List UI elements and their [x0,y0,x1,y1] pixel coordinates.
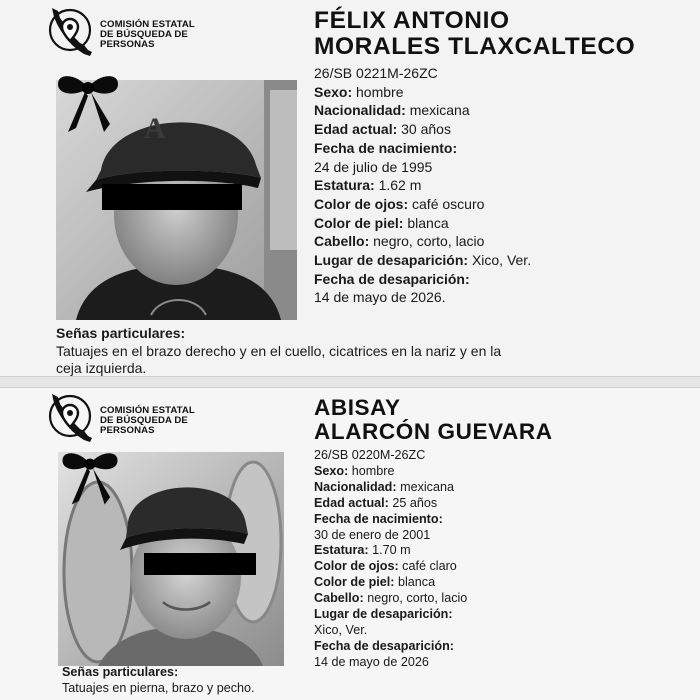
eye-color-value: café oscuro [412,195,485,212]
sex-label: Sexo: [314,83,353,100]
agency-logo [46,392,195,450]
agency-logo [46,6,195,64]
hair-value: negro, corto, lacio [367,591,468,606]
disappearance-place-label-text: Lugar de desaparición: [314,607,453,622]
nationality-label: Nacionalidad: [314,102,406,119]
svg-text:A: A [144,112,166,145]
height-row [314,176,531,195]
distinguishing-marks [62,664,255,696]
age-row [314,496,467,512]
distinguishing-marks-label: Señas particulares: [62,665,179,679]
disappearance-place-row [314,251,531,270]
birth-date-label-text: Fecha de nacimiento: [314,511,443,526]
sex-value: hombre [351,463,395,478]
nationality-row [314,101,531,120]
eye-color-label: Color de ojos: [314,559,399,574]
missing-person-card-2 [0,388,700,700]
nationality-value: mexicana [400,479,454,494]
skin-color-label: Color de piel: [314,575,395,590]
mourning-ribbon-icon [52,66,124,138]
disappearance-date-label-text: Fecha de desaparición: [314,638,454,653]
agency-name-line-3: PERSONAS [100,425,155,436]
agency-name-line-1: COMISIÓN ESTATAL [100,19,195,30]
sex-value: hombre [356,83,404,100]
eye-color-row [314,195,531,214]
distinguishing-marks-line-1: Tatuajes en el brazo derecho y en el cuello, cicatrices en la nariz y en la [56,342,502,359]
eye-color-label: Color de ojos: [314,195,409,212]
skin-color-label: Color de piel: [314,214,404,231]
height-label: Estatura: [314,543,369,558]
skin-color-value: blanca [397,575,436,590]
age-value: 30 años [401,121,451,138]
distinguishing-marks-line-1: Tatuajes en pierna, brazo y pecho. [62,681,255,695]
agency-name-line-2: DE BÚSQUEDA DE [100,415,188,426]
birth-date-label [314,139,531,158]
disappearance-date-label [314,270,531,289]
person-details [314,448,467,671]
mourning-ribbon-icon [56,444,124,510]
privacy-eye-bar [102,184,242,210]
disappearance-place-label: Lugar de desaparición: [314,252,469,269]
hair-label: Cabello: [314,591,364,606]
eye-color-row [314,559,467,575]
height-value: 1.70 m [372,543,411,558]
disappearance-place-label [314,607,467,623]
nationality-value: mexicana [409,102,470,119]
folio: 26/SB 0221M-26ZC [314,65,438,81]
agency-name-line-3: PERSONAS [100,39,155,50]
person-name [314,8,635,61]
distinguishing-marks-label: Señas particulares: [56,325,186,341]
sex-row [314,464,467,480]
card-divider [0,376,700,388]
distinguishing-marks [56,325,501,376]
person-name-line-1: FÉLIX ANTONIO [314,7,510,34]
folio: 26/SB 0220M-26ZC [314,448,426,462]
veracruz-map-pin-icon [46,392,104,450]
hair-label: Cabello: [314,233,370,250]
hair-row [314,591,467,607]
height-label: Estatura: [314,177,375,194]
birth-date-value: 30 de enero de 2001 [314,527,431,542]
age-row [314,120,531,139]
age-value: 25 años [392,495,438,510]
person-name-line-2: ALARCÓN GUEVARA [314,419,553,445]
age-label: Edad actual: [314,121,398,138]
privacy-eye-bar [144,553,256,575]
disappearance-place-value: Xico, Ver. [471,252,532,269]
height-row [314,543,467,559]
person-name-line-2: MORALES TLAXCALTECO [314,33,636,61]
disappearance-date-value: 14 de mayo de 2026 [314,654,429,669]
height-value: 1.62 m [378,177,422,194]
eye-color-value: café claro [402,559,457,574]
agency-name-line-1: COMISIÓN ESTATAL [100,405,195,416]
sex-row [314,83,531,102]
skin-color-row [314,575,467,591]
disappearance-place-value: Xico, Ver. [314,622,368,637]
agency-name-line-2: DE BÚSQUEDA DE [100,29,188,40]
age-label: Edad actual: [314,495,389,510]
hair-row [314,232,531,251]
birth-date-label-text: Fecha de nacimiento: [314,139,458,156]
person-name [314,396,553,445]
person-details [314,64,531,307]
skin-color-value: blanca [407,214,449,231]
birth-date-label [314,512,467,528]
veracruz-map-pin-icon [46,6,104,64]
birth-date-value: 24 de julio de 1995 [314,158,433,175]
nationality-label: Nacionalidad: [314,479,397,494]
nationality-row [314,480,467,496]
hair-value: negro, corto, lacio [373,233,485,250]
disappearance-date-value: 14 de mayo de 2026. [314,289,446,306]
skin-color-row [314,214,531,233]
person-name-line-1: ABISAY [314,395,401,420]
disappearance-date-label [314,639,467,655]
sex-label: Sexo: [314,463,349,478]
distinguishing-marks-line-2: ceja izquierda. [56,360,147,376]
disappearance-date-label-text: Fecha de desaparición: [314,270,470,287]
